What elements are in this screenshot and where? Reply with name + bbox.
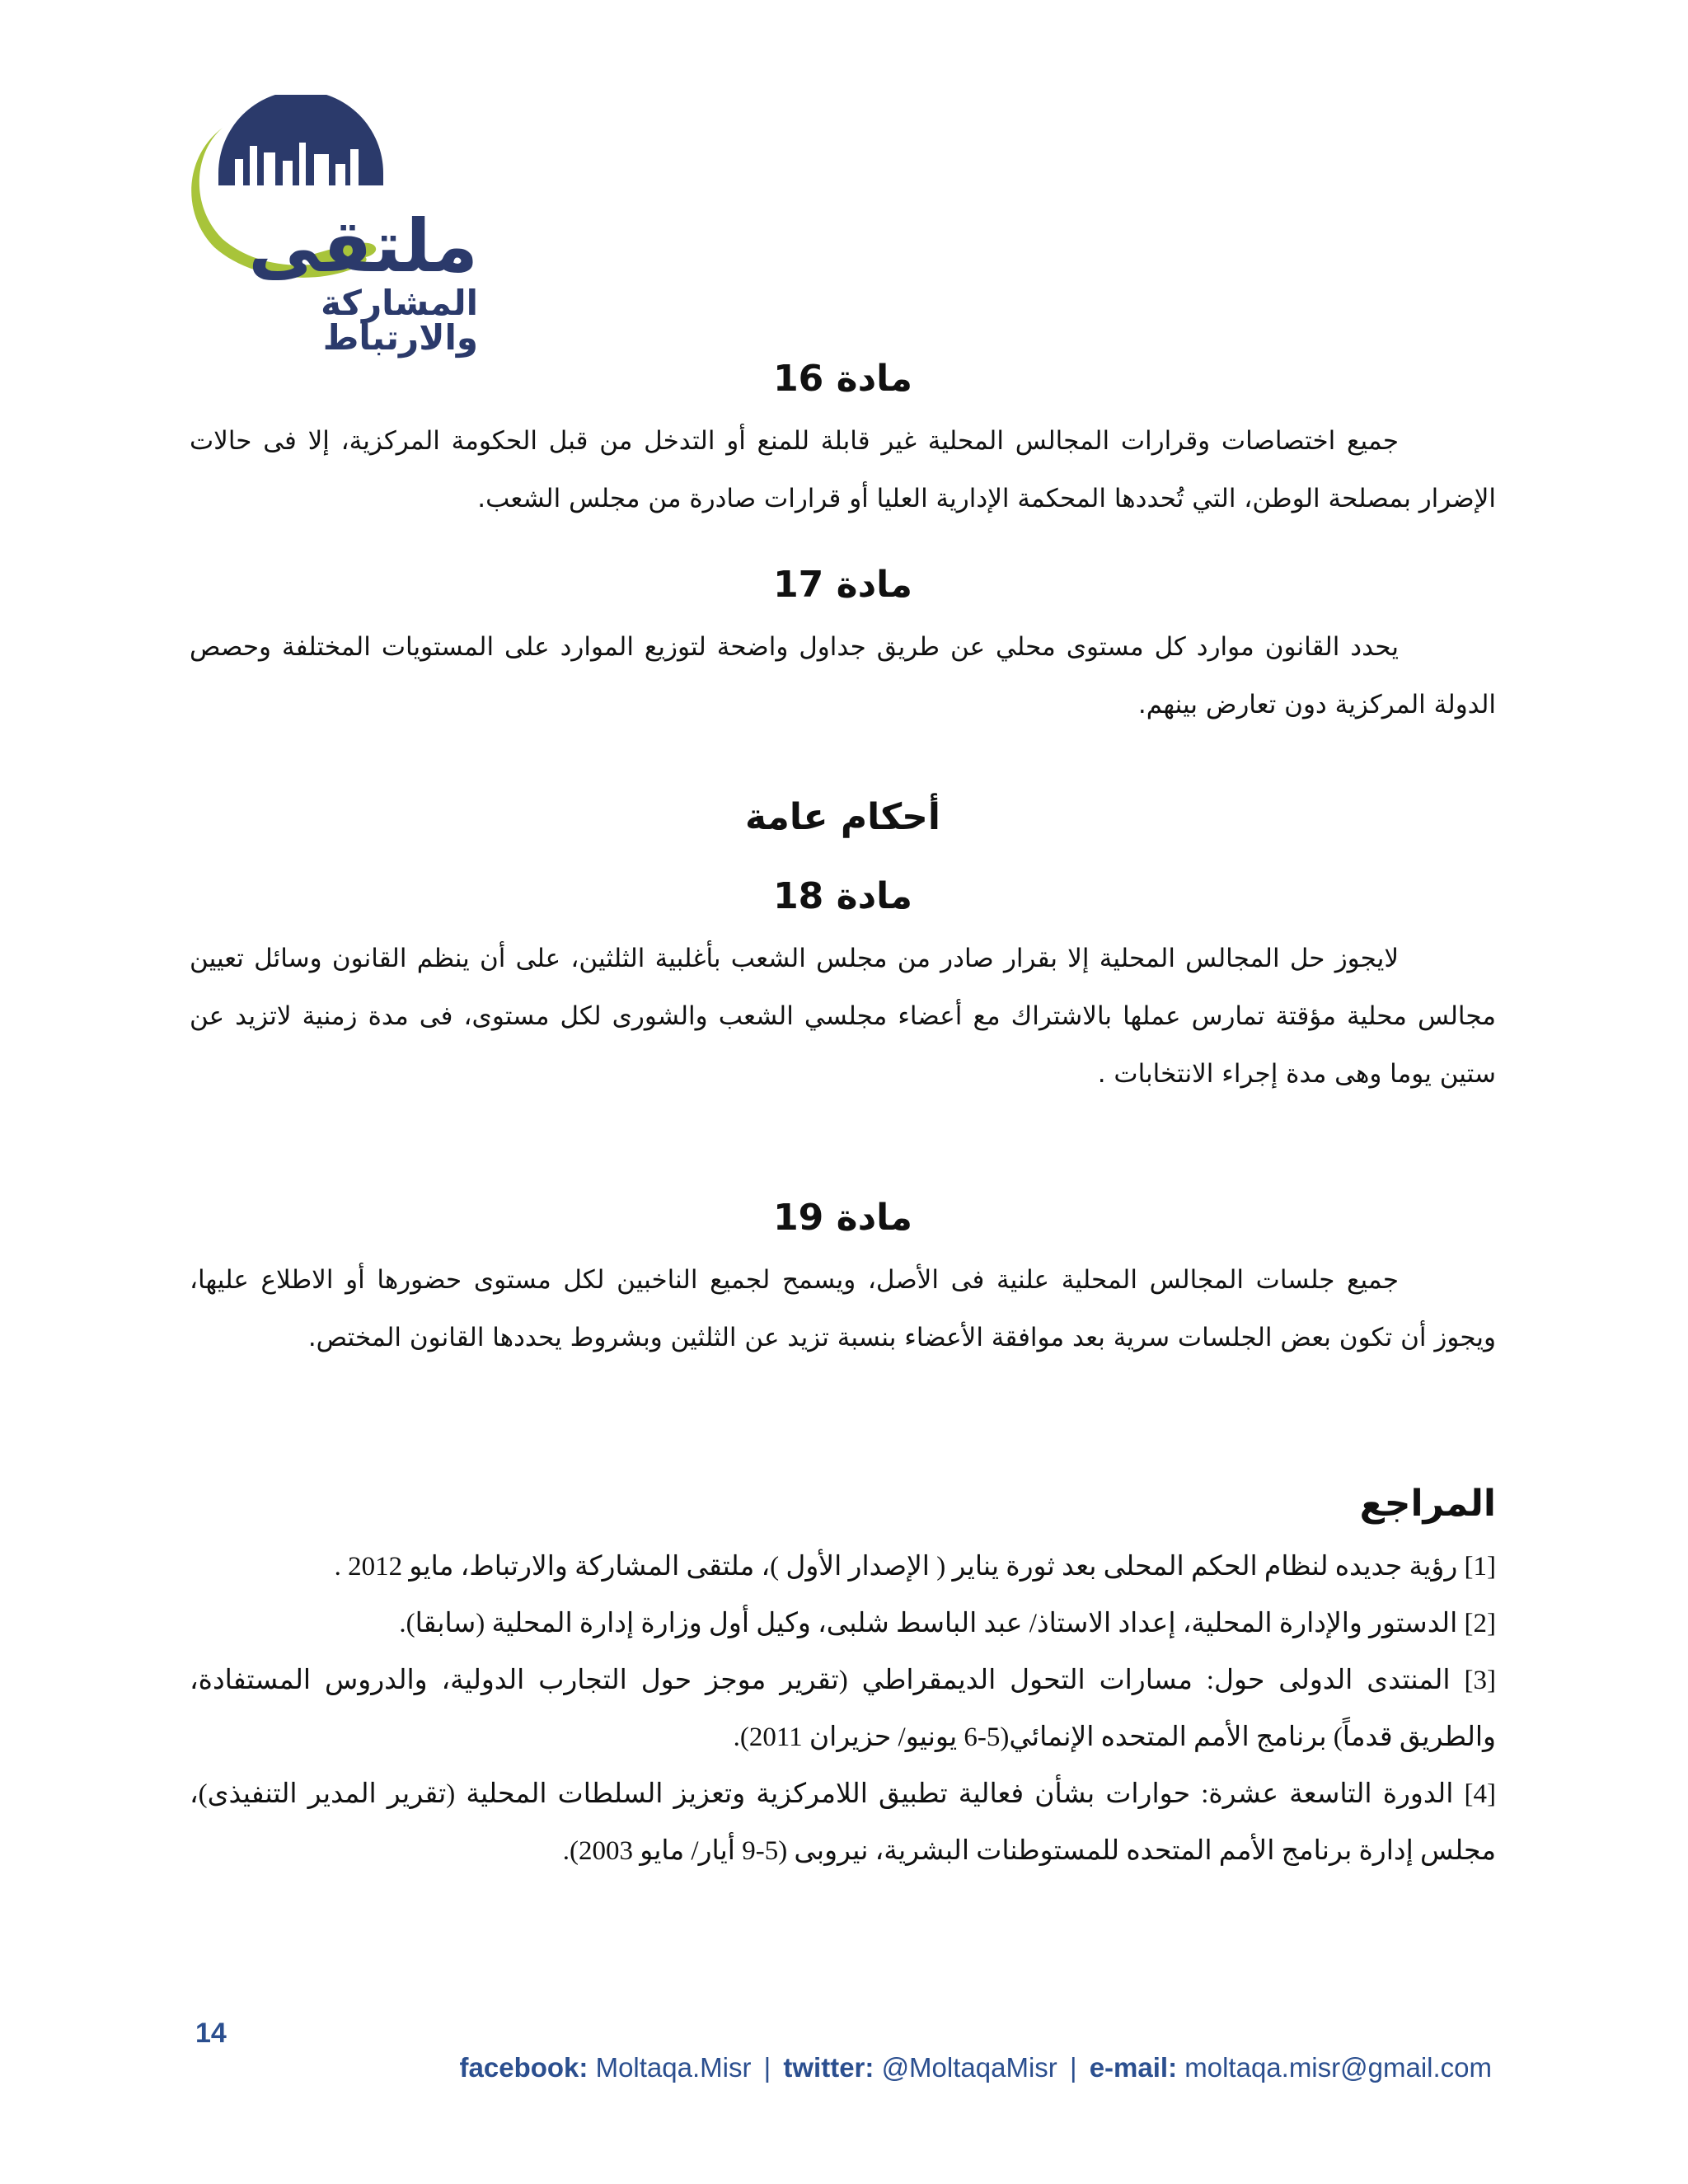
article-18-text: لايجوز حل المجالس المحلية إلا بقرار صادر من مجلس الشعب بأغلبية الثلثين، على أن ينظم القانون وسائل تعيين مجالس محلية مؤقتة تمارس عملها بالاشتراك مع أعضاء مجلسي الشعب والشورى لكل مستوى، فى مدة زمنية لاتزيد عن ستين يوما وهى مدة إجراء الانتخابات . xyxy=(190,944,1496,1089)
twitter-link[interactable]: @MoltaqaMisr xyxy=(881,2052,1057,2083)
article-16-heading: مادة 16 xyxy=(773,358,912,400)
logo-tagline: المشاركة والارتباط xyxy=(321,283,478,358)
general-provisions-heading: أحكام عامة xyxy=(745,796,940,838)
article-18-heading: مادة 18 xyxy=(773,875,912,917)
twitter-label: twitter: xyxy=(783,2052,874,2083)
article-19-text: جميع جلسات المجالس المحلية علنية فى الأصل، ويسمح لجميع الناخبين لكل مستوى حضورها أو الاطلاع عليها، ويجوز أن تكون بعض الجلسات سرية بعد موافقة الأعضاء بنسبة تزيد عن الثلثين وبشروط يحددها القانون المختص. xyxy=(190,1265,1496,1352)
article-17-heading: مادة 17 xyxy=(773,564,912,606)
email-label: e-mail: xyxy=(1089,2052,1178,2083)
reference-item: [4] الدورة التاسعة عشرة: حوارات بشأن فعالية تطبيق اللامركزية وتعزيز السلطات المحلية (تقرير المدير التنفيذى)، مجلس إدارة برنامج الأمم المتحده للمستوطنات البشرية، نيروبى (5-9 أيار/ مايو 2003). xyxy=(190,1779,1496,1866)
article-17-text: يحدد القانون موارد كل مستوى محلي عن طريق جداول واضحة لتوزيع الموارد على المستويات المختلفة وحصص الدولة المركزية دون تعارض بينهم. xyxy=(190,632,1496,719)
footer-separator: | xyxy=(763,2052,771,2083)
facebook-link[interactable]: Moltaqa.Misr xyxy=(595,2052,752,2083)
email-link[interactable]: moltaqa.misr@gmail.com xyxy=(1184,2052,1492,2083)
page-number: 14 xyxy=(195,2018,227,2049)
article-19-heading: مادة 19 xyxy=(773,1197,912,1239)
moltaqa-logo xyxy=(185,95,490,358)
references-title: المراجع xyxy=(1359,1483,1496,1525)
reference-item: [2] الدستور والإدارة المحلية، إعداد الاستاذ/ عبد الباسط شلبى، وكيل أول وزارة إدارة المحلية (سابقا). xyxy=(399,1609,1496,1638)
footer-separator: | xyxy=(1069,2052,1077,2083)
article-16-text: جميع اختصاصات وقرارات المجالس المحلية غير قابلة للمنع أو التدخل من قبل الحكومة المركزية، إلا فى حالات الإضرار بمصلحة الوطن، التي تُحددها المحكمة الإدارية العليا أو قرارات صادرة من مجلس الشعب. xyxy=(190,426,1496,513)
references-list xyxy=(190,1539,1496,1880)
logo-name: ملتقى xyxy=(248,204,478,288)
reference-item: [3] المنتدى الدولى حول: مسارات التحول الديمقراطي (تقرير موجز حول التجارب الدولية، والدروس المستفادة، والطريق قدماً) برنامج الأمم المتحده الإنمائي(5-6 يونيو/ حزيران 2011). xyxy=(190,1666,1496,1752)
document-body xyxy=(190,338,1496,1880)
facebook-label: facebook: xyxy=(459,2052,588,2083)
reference-item: [1] رؤية جديده لنظام الحكم المحلى بعد ثورة يناير ( الإصدار الأول )، ملتقى المشاركة والارتباط، مايو 2012 . xyxy=(334,1552,1496,1582)
footer-contacts xyxy=(460,2052,1492,2083)
